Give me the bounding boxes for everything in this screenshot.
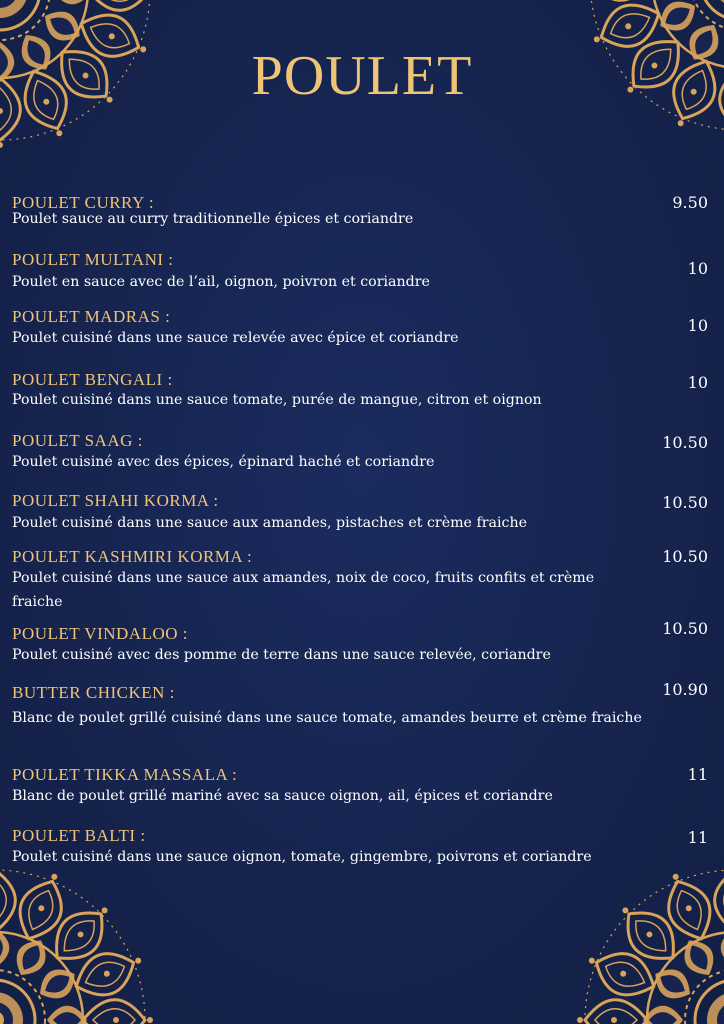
item-description: Blanc de poulet grillé mariné avec sa sauce oignon, ail, épices et coriandre	[12, 788, 553, 804]
item-price: 11	[687, 765, 708, 784]
item-name: POULET SHAHI KORMA :	[12, 491, 219, 510]
item-description: Blanc de poulet grillé cuisiné dans une sauce tomate, amandes beurre et crème fraiche	[12, 710, 642, 726]
page-title: POULET	[251, 45, 473, 107]
item-name: POULET VINDALOO :	[12, 624, 188, 643]
item-name: POULET CURRY :	[12, 193, 155, 212]
item-description: Poulet cuisiné dans une sauce aux amandes, pistaches et crème fraiche	[12, 515, 527, 531]
item-name: POULET KASHMIRI KORMA :	[12, 547, 253, 566]
item-price: 10	[687, 373, 708, 392]
item-price: 10	[687, 316, 708, 335]
item-description: Poulet cuisiné avec des pomme de terre dans une sauce relevée, coriandre	[12, 647, 551, 663]
item-price: 10.50	[662, 619, 708, 638]
item-description: Poulet cuisiné dans une sauce tomate, purée de mangue, citron et oignon	[12, 392, 542, 408]
item-description: Poulet cuisiné avec des épices, épinard haché et coriandre	[12, 454, 435, 470]
item-price: 10.50	[662, 433, 708, 452]
mandala-ornament-bottom-left	[0, 860, 155, 1024]
item-name: POULET BALTI :	[12, 826, 146, 845]
item-name: POULET SAAG :	[12, 431, 143, 450]
mandala-ornament-bottom-right	[575, 860, 724, 1024]
item-price: 11	[687, 828, 708, 847]
item-description: Poulet cuisiné dans une sauce relevée avec épice et coriandre	[12, 330, 459, 346]
item-price: 10.50	[662, 493, 708, 512]
item-description: Poulet en sauce avec de l’ail, oignon, poivron et coriandre	[12, 274, 430, 290]
item-description: Poulet sauce au curry traditionnelle épices et coriandre	[12, 211, 414, 227]
item-description: Poulet cuisiné dans une sauce oignon, tomate, gingembre, poivrons et coriandre	[12, 849, 592, 865]
item-description: Poulet cuisiné dans une sauce aux amandes, noix de coco, fruits confits et crème fraiche	[12, 570, 595, 610]
item-name: POULET MULTANI :	[12, 250, 174, 269]
item-price: 10	[687, 259, 708, 278]
item-name: POULET MADRAS :	[12, 307, 171, 326]
item-name: POULET TIKKA MASSALA :	[12, 765, 238, 784]
item-price: 9.50	[672, 193, 708, 212]
item-price: 10.90	[662, 680, 708, 699]
item-name: BUTTER CHICKEN :	[12, 683, 175, 702]
item-price: 10.50	[662, 547, 708, 566]
item-name: POULET BENGALI :	[12, 370, 173, 389]
